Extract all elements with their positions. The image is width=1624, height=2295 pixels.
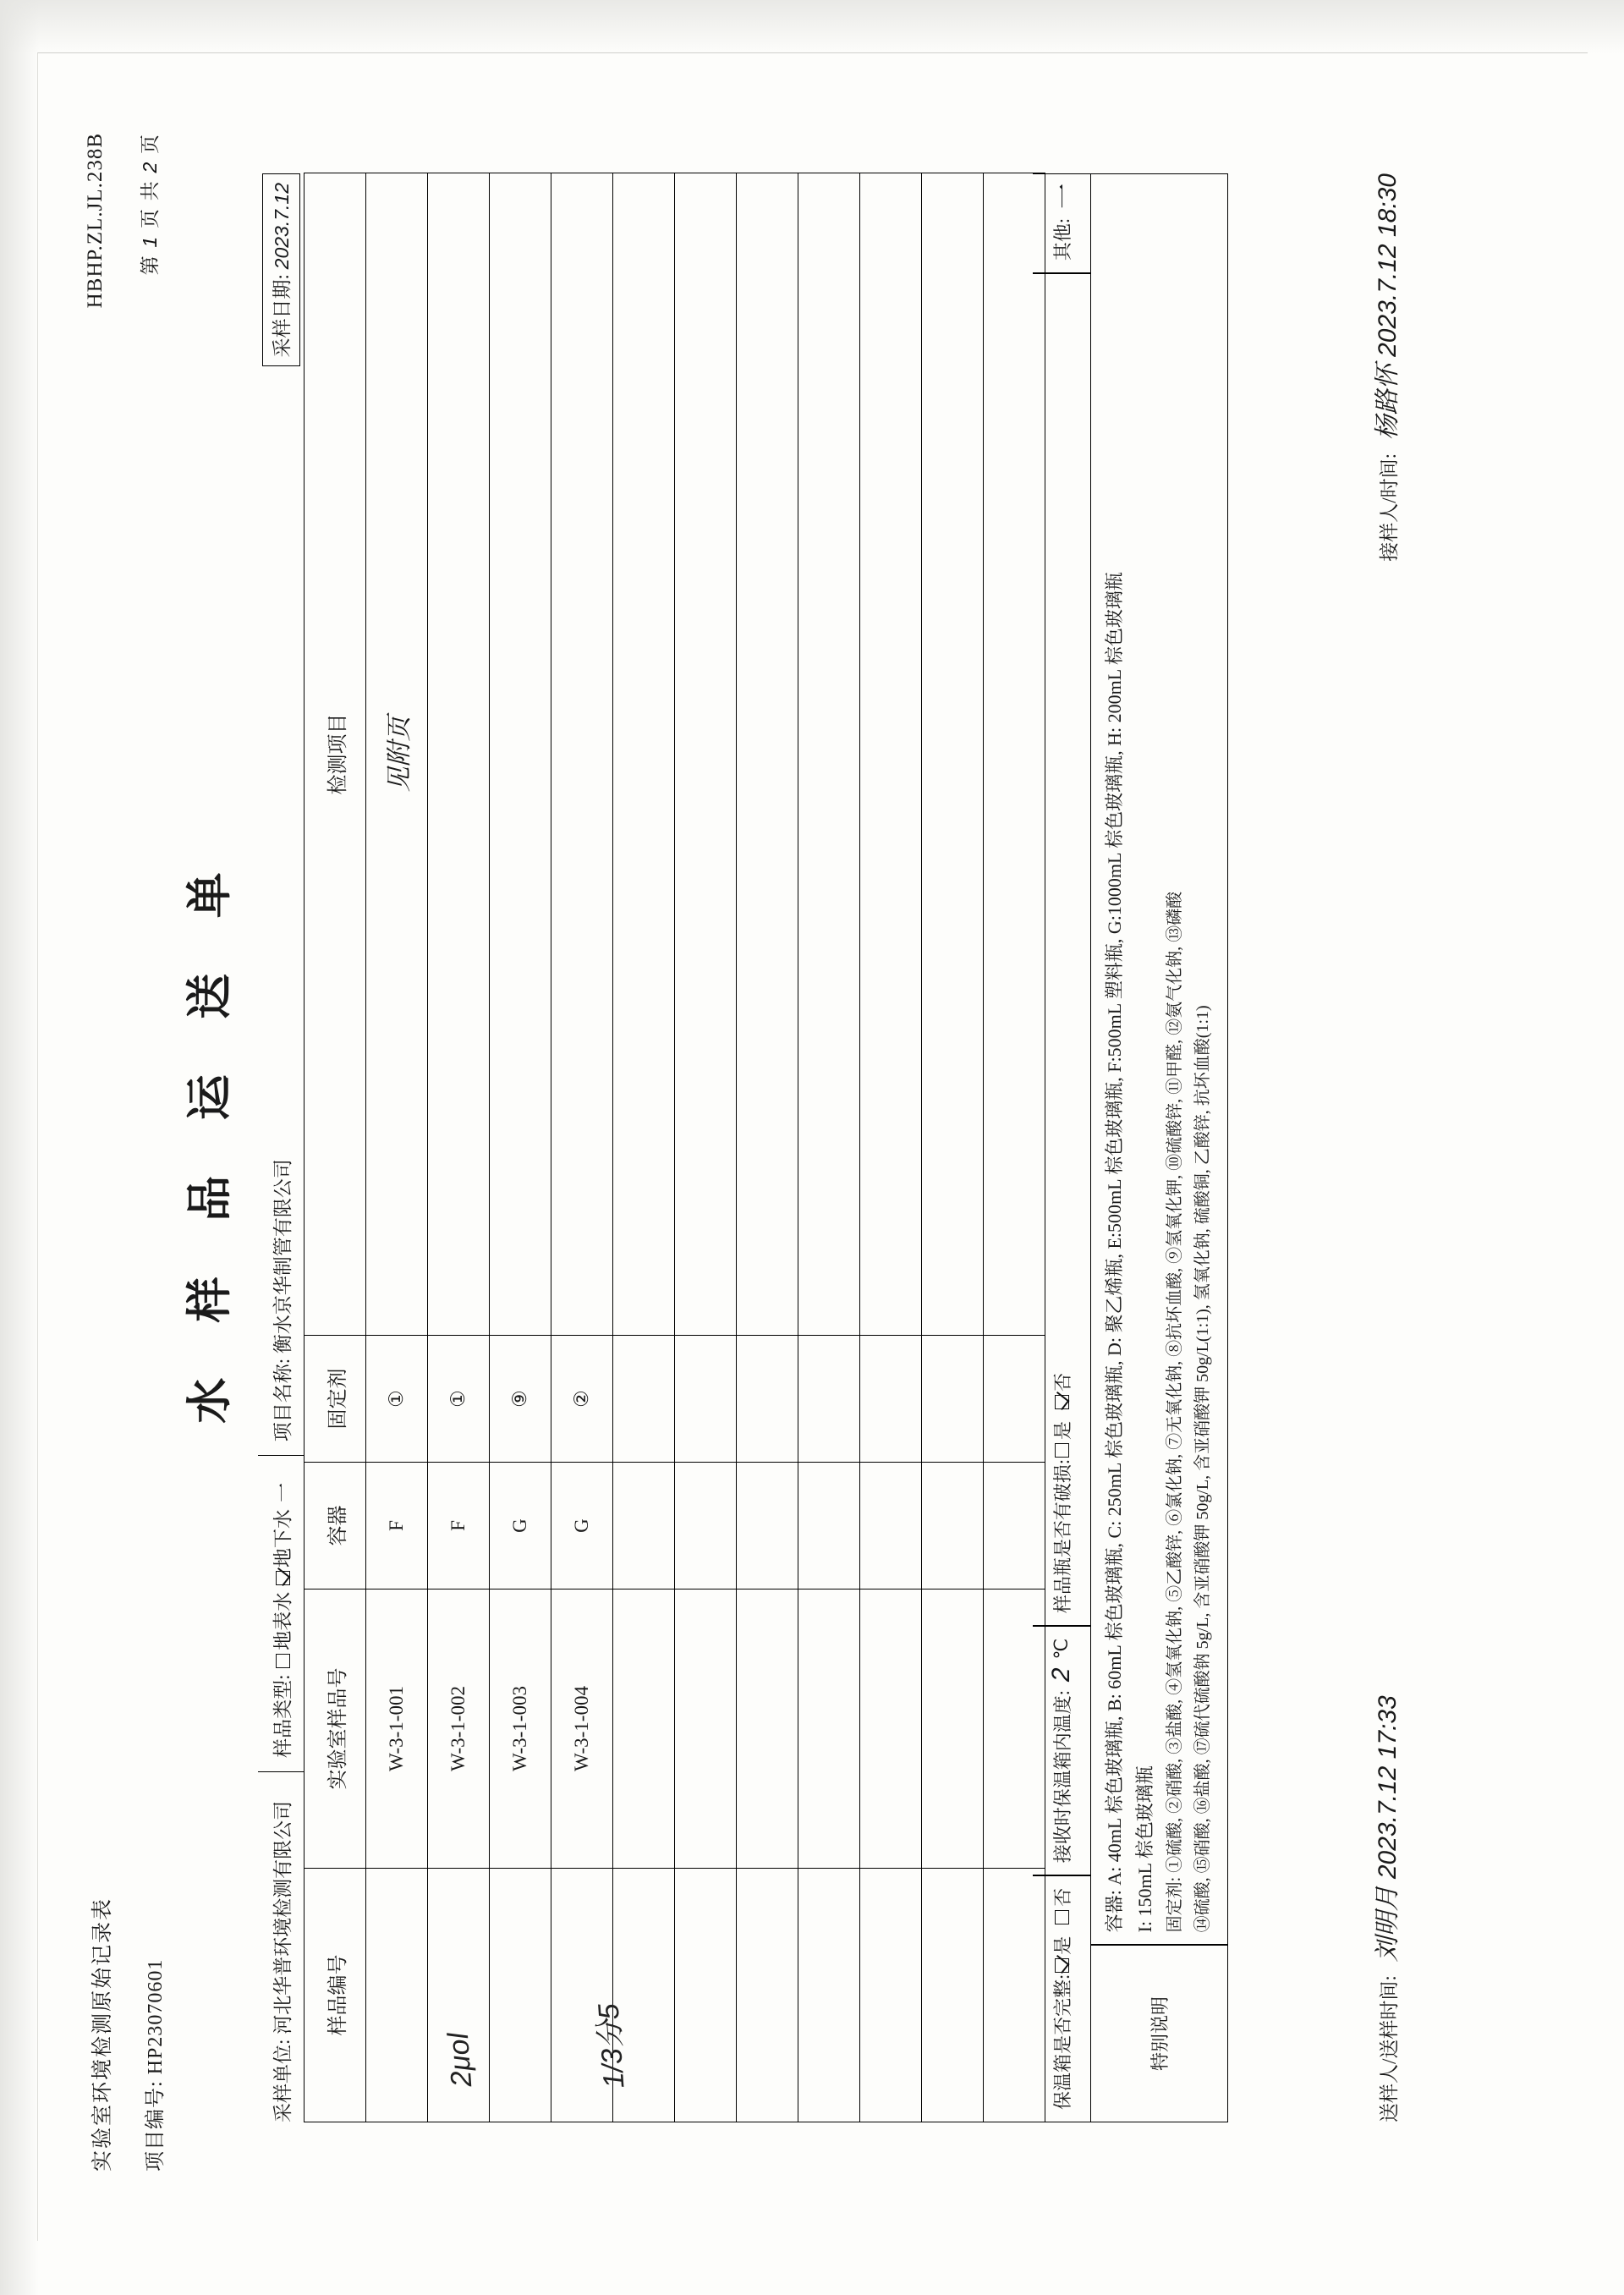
cell-container (613, 1462, 675, 1589)
bottle-broken-field (1033, 273, 1090, 1624)
handwritten-note-2: 1/3分5 (592, 2001, 631, 2089)
table-row (860, 173, 922, 2122)
cell-items (798, 173, 860, 1335)
cell-items (551, 173, 613, 1335)
divider (258, 1455, 304, 1456)
temperature-field (1033, 1626, 1090, 1875)
cell-fixative (922, 1335, 984, 1462)
sampling-unit-value: 河北华普环境检测有限公司 (272, 1800, 294, 2034)
checkbox-surface-water[interactable] (276, 1653, 290, 1667)
special-note-label: 特别说明 (1149, 1996, 1171, 2071)
sample-type-ground-label: 地下水 (272, 1508, 294, 1568)
column-header-items: 检测项目 (304, 173, 366, 1335)
scan-shadow-top (0, 0, 1624, 54)
cell-container: G (490, 1462, 551, 1589)
sampling-unit (267, 1785, 295, 2122)
table-row (366, 173, 428, 2122)
sample-table (304, 173, 1045, 2122)
page-title: 水 样 品 运 送 单 (184, 849, 235, 1424)
cell-items (737, 173, 798, 1335)
cell-lab-no (613, 1589, 675, 1868)
special-note-row (1091, 174, 1227, 2122)
cell-fixative (798, 1335, 860, 1462)
bottom-info-box (1033, 173, 1228, 2122)
document-code: HBHP.ZL.JL.238B (84, 132, 107, 308)
project-name (267, 366, 295, 1441)
cell-container (675, 1462, 737, 1589)
bottle-broken-yes-label: 是 (1051, 1420, 1073, 1440)
sample-date-value: 2023.7.12 (270, 182, 293, 269)
cell-lab-no: W-3-1-002 (428, 1589, 490, 1868)
sample-date-label: 采样日期: (271, 273, 293, 357)
cell-items (428, 173, 490, 1335)
scan-shadow-left (0, 0, 39, 2295)
sample-type-label: 样品类型: (272, 1673, 294, 1758)
table-row (737, 173, 798, 2122)
cell-fixative (613, 1335, 675, 1462)
sender-field (1366, 1695, 1403, 2122)
cell-sample-no (675, 1868, 737, 2122)
cell-items (860, 173, 922, 1335)
cell-items (490, 173, 551, 1335)
form-sheet (47, 65, 1577, 2231)
receiver-signature: 杨路怀 2023.7.12 18:30 (1374, 173, 1402, 440)
page-total: 2 (139, 160, 161, 173)
checkbox-ground-water[interactable] (276, 1570, 290, 1584)
table-row (922, 173, 984, 2122)
column-header-fixative: 固定剂 (304, 1335, 366, 1462)
table-row (551, 173, 613, 2122)
cell-sample-no (798, 1868, 860, 2122)
cell-fixative: ② (551, 1335, 613, 1462)
cell-sample-no (737, 1868, 798, 2122)
temperature-value: 2 (1047, 1666, 1075, 1682)
status-row (1033, 174, 1091, 2122)
sender-signature: 刘明月 2023.7.12 17:33 (1374, 1694, 1402, 1962)
cell-container (737, 1462, 798, 1589)
cell-fixative: ① (428, 1335, 490, 1462)
checkbox-bottle-broken-yes[interactable] (1055, 1443, 1069, 1458)
cell-fixative (675, 1335, 737, 1462)
special-note-content (1091, 560, 1227, 1944)
cell-lab-no (675, 1589, 737, 1868)
receiver-field (1366, 173, 1403, 562)
page-current: 1 (139, 234, 161, 248)
page-prefix: 第 (140, 253, 161, 275)
box-intact-no-label: 否 (1051, 1887, 1073, 1907)
container-legend-line-1: 容器: A: 40mL 棕色玻璃瓶, B: 60mL 棕色玻璃瓶, C: 250mL 棕色玻璃瓶, D: 聚乙烯瓶, E:500mL 棕色玻璃瓶, F:500mL 塑料瓶, G:1000mL 棕色玻璃瓶, H: 200mL 棕色玻璃瓶 (1104, 571, 1125, 1932)
project-number (138, 1958, 167, 2171)
rotated-form-wrapper (47, 65, 1577, 2231)
project-name-label: 项目名称: (272, 1358, 294, 1441)
cell-sample-no (366, 1868, 428, 2122)
sample-type-extra: 一 (271, 1484, 294, 1504)
cell-fixative (860, 1335, 922, 1462)
cell-lab-no: W-3-1-003 (490, 1589, 551, 1868)
cell-items: 见附页 (366, 173, 428, 1335)
cell-container: G (551, 1462, 613, 1589)
box-intact-label: 保温箱是否完整: (1051, 1974, 1073, 2110)
fixative-legend-line-2: ⑭硫酸, ⑮硝酸, ⑯盐酸, ⑰硫代硫酸钠 5g/L, 含亚硝酸钾 50g/L, 含亚硝酸钾 50g/L(1:1), 氢氧化钠, 硫酸铜, 乙酸锌, 抗坏血酸(1:1) (1193, 1004, 1212, 1932)
cell-sample-no (860, 1868, 922, 2122)
column-header-container: 容器 (304, 1462, 366, 1589)
handwritten-note-1: 2μol (442, 2031, 479, 2088)
form-header-title: 实验室环境检测原始记录表 (91, 1897, 114, 2171)
cell-lab-no: W-3-1-004 (551, 1589, 613, 1868)
box-intact-yes-label: 是 (1051, 1935, 1073, 1955)
fixative-legend-line-1: 固定剂: ①硫酸, ②硝酸, ③盐酸, ④氢氧化钠, ⑤乙酸锌, ⑥氯化钠, ⑦无氧化钠, ⑧抗坏血酸, ⑨氢氧化钾, ⑩硫酸锌, ⑪甲醛, ⑫氨气化钠, ⑬磷酸 (1165, 891, 1184, 1932)
page-indicator (134, 133, 162, 275)
cell-items (613, 173, 675, 1335)
cell-items (675, 173, 737, 1335)
other-value: 一 (1051, 185, 1078, 211)
checkbox-box-intact-yes[interactable] (1055, 1957, 1069, 1972)
page-suffix: 页 (140, 132, 161, 154)
signature-row (1366, 173, 1403, 2122)
cell-container: F (428, 1462, 490, 1589)
cell-container (798, 1462, 860, 1589)
sender-label: 送样人/送样时间: (1379, 1974, 1400, 2122)
cell-container (922, 1462, 984, 1589)
table-header-row (304, 173, 366, 2122)
cell-lab-no: W-3-1-001 (366, 1589, 428, 1868)
cell-lab-no (737, 1589, 798, 1868)
table-row (798, 173, 860, 2122)
cell-sample-no (922, 1868, 984, 2122)
cell-lab-no (860, 1589, 922, 1868)
cell-container (860, 1462, 922, 1589)
temperature-label: 接收时保温箱内温度: (1051, 1689, 1073, 1863)
box-intact-field (1033, 1875, 1090, 2121)
table-row (675, 173, 737, 2122)
temperature-unit: ℃ (1051, 1638, 1072, 1659)
cell-items (922, 173, 984, 1335)
table-row (613, 173, 675, 2122)
table-row (428, 173, 490, 2122)
cell-fixative: ① (366, 1335, 428, 1462)
cell-container: F (366, 1462, 428, 1589)
other-field (1033, 174, 1090, 272)
container-legend-line-2: I: 150mL 棕色玻璃瓶 (1134, 1765, 1156, 1932)
project-number-label: 项目编号: (145, 2079, 167, 2171)
sample-type (267, 1469, 295, 1758)
bottle-broken-no-label: 否 (1051, 1372, 1073, 1392)
cell-sample-no (490, 1868, 551, 2122)
cell-fixative: ⑨ (490, 1335, 551, 1462)
sampling-unit-label: 采样单位: (272, 2039, 294, 2122)
bottle-broken-label: 样品瓶是否有破损: (1051, 1458, 1073, 1613)
project-name-value: 衡水京华制管有限公司 (272, 1158, 294, 1353)
cell-lab-no (798, 1589, 860, 1868)
receiver-label: 接样人/时间: (1379, 453, 1400, 562)
column-header-sample-no: 样品编号 (304, 1868, 366, 2122)
checkbox-bottle-broken-no[interactable] (1055, 1394, 1069, 1408)
table-row (490, 173, 551, 2122)
project-number-value: HP23070601 (145, 1958, 167, 2074)
page-mid: 页 共 (140, 178, 161, 228)
cell-fixative (737, 1335, 798, 1462)
subheader-row (258, 173, 304, 2122)
column-header-lab-no: 实验室样品号 (304, 1589, 366, 1868)
checkbox-box-intact-no[interactable] (1055, 1909, 1069, 1924)
sample-date (262, 173, 300, 366)
cell-lab-no (922, 1589, 984, 1868)
other-label: 其他: (1051, 217, 1073, 261)
sample-type-surface-label: 地表水 (272, 1591, 294, 1650)
